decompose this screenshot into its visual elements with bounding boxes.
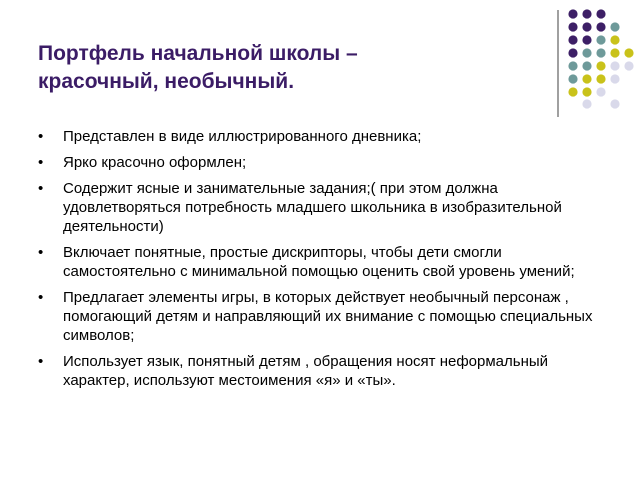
decorative-dot — [582, 87, 591, 96]
list-item-text: Ярко красочно оформлен; — [63, 154, 247, 171]
decorative-dot — [610, 74, 619, 83]
list-item — [38, 243, 608, 281]
decorative-dot — [568, 87, 577, 96]
decorative-dot — [596, 35, 605, 44]
list-item-text: Содержит ясные и занимательные задания;( при этом должна удовлетворяться потребность младшего школьника в изобразительной деятельности) — [63, 180, 562, 235]
decorative-dot — [568, 74, 577, 83]
list-item-text: Представлен в виде иллюстрированного дневника; — [63, 128, 422, 145]
slide-title-line-1: Портфель начальной школы – — [38, 42, 358, 65]
bullet-marker: • — [38, 154, 44, 171]
decorative-dot — [596, 74, 605, 83]
decorative-dot — [582, 22, 591, 31]
decorative-dot — [596, 87, 605, 96]
decorative-dot — [582, 99, 591, 108]
list-item — [38, 352, 608, 390]
decorative-dot — [610, 35, 619, 44]
bullet-marker: • — [38, 180, 44, 197]
decorative-dot — [582, 61, 591, 70]
list-item — [38, 153, 608, 172]
list-item-text: Использует язык, понятный детям , обращения носят неформальный характер, используют местоимения «я» и «ты». — [63, 353, 549, 389]
decorative-dot — [610, 48, 619, 57]
bullet-marker: • — [38, 353, 44, 370]
decorative-dot — [582, 48, 591, 57]
list-item-text: Предлагает элементы игры, в которых действует необычный персонаж , помогающий детям и направляющий их внимание с помощью специальных символов; — [63, 289, 593, 344]
decorative-dot — [610, 99, 619, 108]
slide-title-line-2: красочный, необычный. — [38, 70, 295, 93]
decorative-dot — [596, 48, 605, 57]
decorative-dot — [568, 48, 577, 57]
decorative-dot — [596, 22, 605, 31]
bullet-marker: • — [38, 289, 44, 306]
decorative-dot — [568, 61, 577, 70]
list-item — [38, 127, 608, 146]
decorative-dot — [624, 48, 633, 57]
decorative-dot — [610, 22, 619, 31]
list-item — [38, 288, 608, 345]
decorative-dot — [582, 9, 591, 18]
decorative-dot — [568, 9, 577, 18]
decorative-dot — [568, 22, 577, 31]
decorative-dot — [610, 61, 619, 70]
decorative-dot — [596, 61, 605, 70]
decorative-dot — [568, 35, 577, 44]
list-item-text: Включает понятные, простые дискрипторы, чтобы дети смогли самостоятельно с минимальной помощью оценить свой уровень умений; — [63, 244, 575, 280]
decorative-dot — [596, 9, 605, 18]
list-item — [38, 179, 608, 236]
decorative-dot — [582, 74, 591, 83]
decorative-dot — [582, 35, 591, 44]
decorative-dot-grid — [0, 0, 640, 120]
bullet-list — [38, 127, 608, 397]
bullet-marker: • — [38, 244, 44, 261]
bullet-marker: • — [38, 128, 44, 145]
decorative-dot — [624, 61, 633, 70]
